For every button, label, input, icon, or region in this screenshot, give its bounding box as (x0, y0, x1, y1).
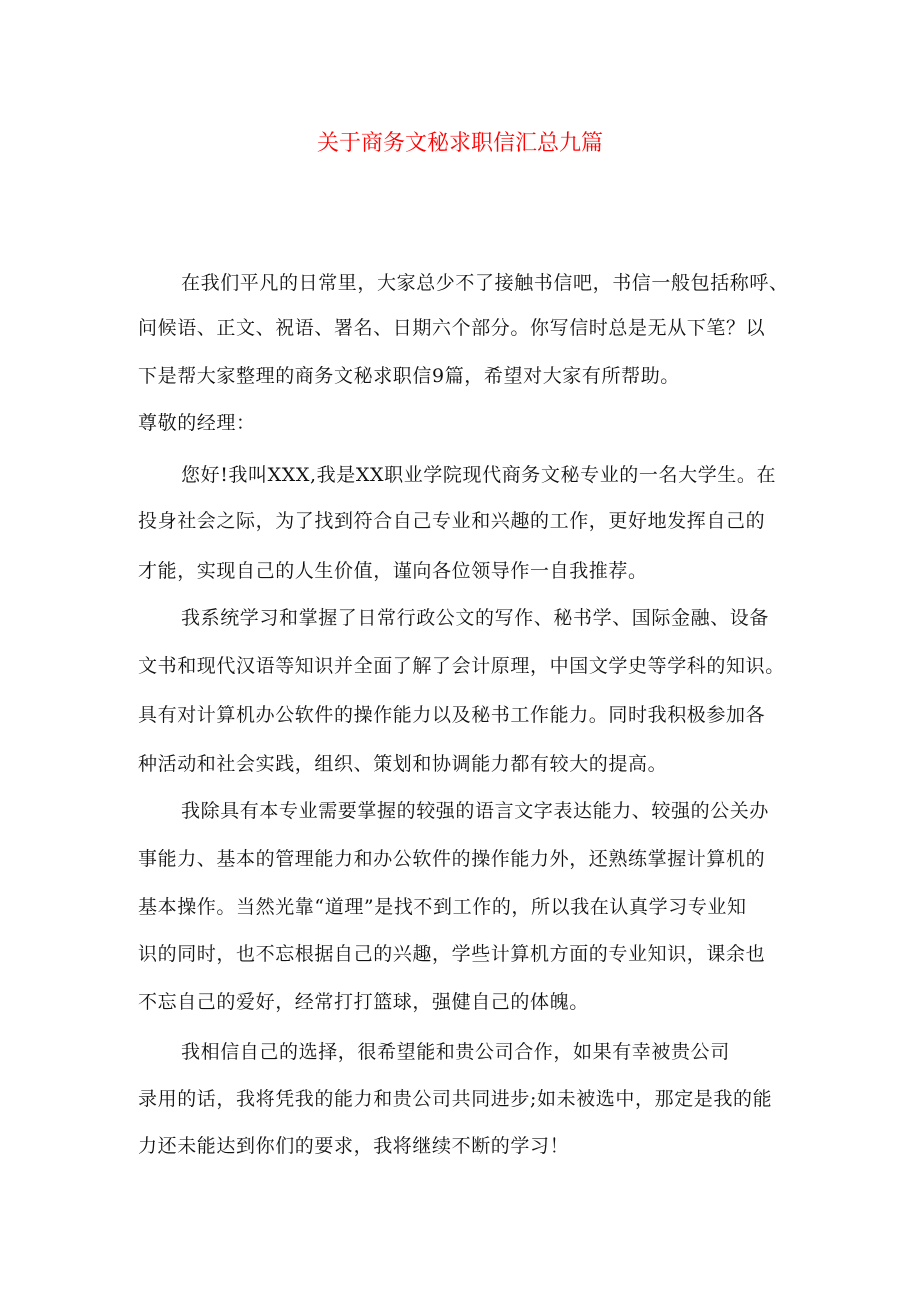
paragraph-line: 种活动和社会实践，组织、策划和协调能力都有较大的提高。 (138, 753, 668, 775)
paragraph-line: 基本操作。当然光靠“道理”是找不到工作的，所以我在认真学习专业知 (138, 896, 747, 918)
paragraph-line: 在我们平凡的日常里，大家总少不了接触书信吧，书信一般包括称呼、 (181, 272, 789, 294)
paragraph-line: 我相信自己的选择，很希望能和贵公司合作，如果有幸被贵公司 (181, 1041, 730, 1063)
paragraph-line: 您好!我叫XXX,我是XX职业学院现代商务文秘专业的一名大学生。在 (181, 464, 777, 486)
paragraph-line: 不忘自己的爱好，经常打打篮球，强健自己的体魄。 (138, 991, 589, 1013)
paragraph-line: 才能，实现自己的人生价值，谨向各位领导作一自我推荐。 (138, 560, 648, 582)
paragraph-line: 问候语、正文、祝语、署名、日期六个部分。你写信时总是无从下笔？以 (138, 317, 766, 339)
paragraph-line: 识的同时，也不忘根据自己的兴趣，学些计算机方面的专业知识，课余也 (138, 943, 766, 965)
paragraph-line: 我除具有本专业需要掌握的较强的语言文字表达能力、较强的公关办 (181, 800, 770, 822)
paragraph-line: 录用的话，我将凭我的能力和贵公司共同进步;如未被选中，那定是我的能 (138, 1088, 773, 1110)
paragraph-line: 文书和现代汉语等知识并全面了解了会计原理，中国文学史等学科的知识。 (138, 655, 785, 677)
paragraph-line: 投身社会之际，为了找到符合自己专业和兴趣的工作，更好地发挥自己的 (138, 510, 766, 532)
paragraph-line: 事能力、基本的管理能力和办公软件的操作能力外，还熟练掌握计算机的 (138, 848, 766, 870)
paragraph-line: 下是帮大家整理的商务文秘求职信9篇，希望对大家有所帮助。 (138, 365, 680, 387)
salutation-line: 尊敬的经理： (138, 412, 256, 434)
document-title: 关于商务文秘求职信汇总九篇 (316, 131, 603, 156)
paragraph-line: 力还未能达到你们的要求，我将继续不断的学习！ (138, 1135, 570, 1157)
paragraph-line: 我系统学习和掌握了日常行政公文的写作、秘书学、国际金融、设备 (181, 607, 770, 629)
paragraph-line: 具有对计算机办公软件的操作能力以及秘书工作能力。同时我积极参加各 (138, 704, 766, 726)
